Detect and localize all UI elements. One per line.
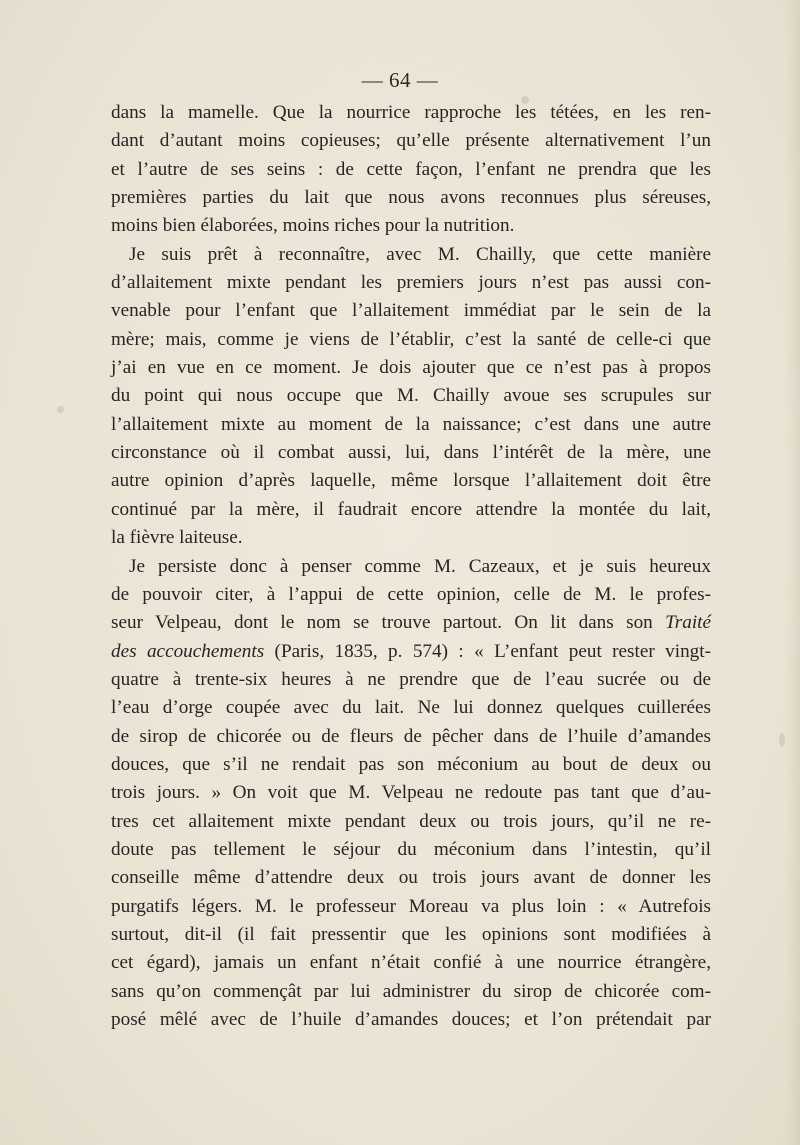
- text-line: Je persiste donc à penser comme M. Cazeaux, et je suis heureux: [129, 555, 711, 577]
- book-title-italic: des accouchements: [111, 640, 265, 662]
- text-line: Je suis prêt à reconnaître, avec M. Chailly, que cette manière: [129, 243, 711, 265]
- text-line: premières parties du lait que nous avons reconnues plus séreuses,: [111, 187, 711, 209]
- text-line: conseille même d’attendre deux ou trois jours avant de donner les: [111, 867, 711, 889]
- text-line: venable pour l’enfant que l’allaitement immédiat par le sein de la: [111, 300, 711, 322]
- page-number: — 64 —: [361, 68, 439, 92]
- text-line: l’allaitement mixte au moment de la naissance; c’est dans une autre: [111, 413, 711, 435]
- paper-stain: [779, 733, 785, 747]
- text-line: l’eau d’orge coupée avec du lait. Ne lui donnez quelques cuillerées: [111, 697, 711, 719]
- text-line: j’ai en vue en ce moment. Je dois ajouter que ce n’est pas à propos: [111, 357, 711, 379]
- text-line: sans qu’on commençât par lui administrer du sirop de chicorée com-: [111, 980, 711, 1002]
- text-line: et l’autre de ses seins : de cette façon, l’enfant ne prendra que les: [111, 158, 711, 180]
- text-line: purgatifs légers. M. le professeur Moreau va plus loin : « Autrefois: [111, 895, 711, 917]
- text-line: seur Velpeau, dont le nom se trouve partout. On lit dans son Traité: [111, 612, 711, 634]
- text-line: moins bien élaborées, moins riches pour la nutrition.: [111, 215, 515, 237]
- text-line: dans la mamelle. Que la nourrice rapproche les tétées, en les ren-: [111, 102, 711, 123]
- text-line: douces, que s’il ne rendait pas son méconium au bout de deux ou: [111, 753, 711, 775]
- text-line: la fièvre laiteuse.: [111, 527, 243, 549]
- text-line: mère; mais, comme je viens de l’établir, c’est la santé de celle-ci que: [111, 328, 711, 350]
- text-line: circonstance où il combat aussi, lui, dans l’intérêt de la mère, une: [111, 442, 711, 464]
- text-line: quatre à trente-six heures à ne prendre que de l’eau sucrée ou de: [111, 668, 711, 690]
- text-line: autre opinion d’après laquelle, même lorsque l’allaitement doit être: [111, 470, 711, 492]
- text-line: trois jours. » On voit que M. Velpeau ne redoute pas tant que d’au-: [111, 782, 711, 804]
- paper-stain: [57, 406, 64, 413]
- body-text: [111, 99, 711, 1034]
- text-line: posé mêlé avec de l’huile d’amandes douces; et l’on prétendait par: [111, 1009, 711, 1030]
- text-line: doute pas tellement le séjour du méconium dans l’intestin, qu’il: [111, 838, 711, 860]
- text-line: de sirop de chicorée ou de fleurs de pêcher dans de l’huile d’amandes: [111, 725, 711, 747]
- text-line: cet égard), jamais un enfant n’était confié à une nourrice étrangère,: [111, 952, 711, 974]
- text-line: tres cet allaitement mixte pendant deux ou trois jours, qu’il ne re-: [111, 810, 711, 832]
- book-title-italic: Traité: [665, 612, 711, 634]
- text-line: surtout, dit-il (il fait pressentir que les opinions sont modifiées à: [111, 923, 711, 945]
- text-line: continué par la mère, il faudrait encore attendre la montée du lait,: [111, 498, 711, 520]
- text-line: d’allaitement mixte pendant les premiers jours n’est pas aussi con-: [111, 272, 711, 294]
- text-line: de pouvoir citer, à l’appui de cette opinion, celle de M. le profes-: [111, 583, 711, 605]
- text-line: dant d’autant moins copieuses; qu’elle présente alternativement l’un: [111, 130, 711, 152]
- text-line: du point qui nous occupe que M. Chailly avoue ses scrupules sur: [111, 385, 711, 407]
- text-line: des accouchements (Paris, 1835, p. 574) : « L’enfant peut rester vingt-: [111, 640, 711, 662]
